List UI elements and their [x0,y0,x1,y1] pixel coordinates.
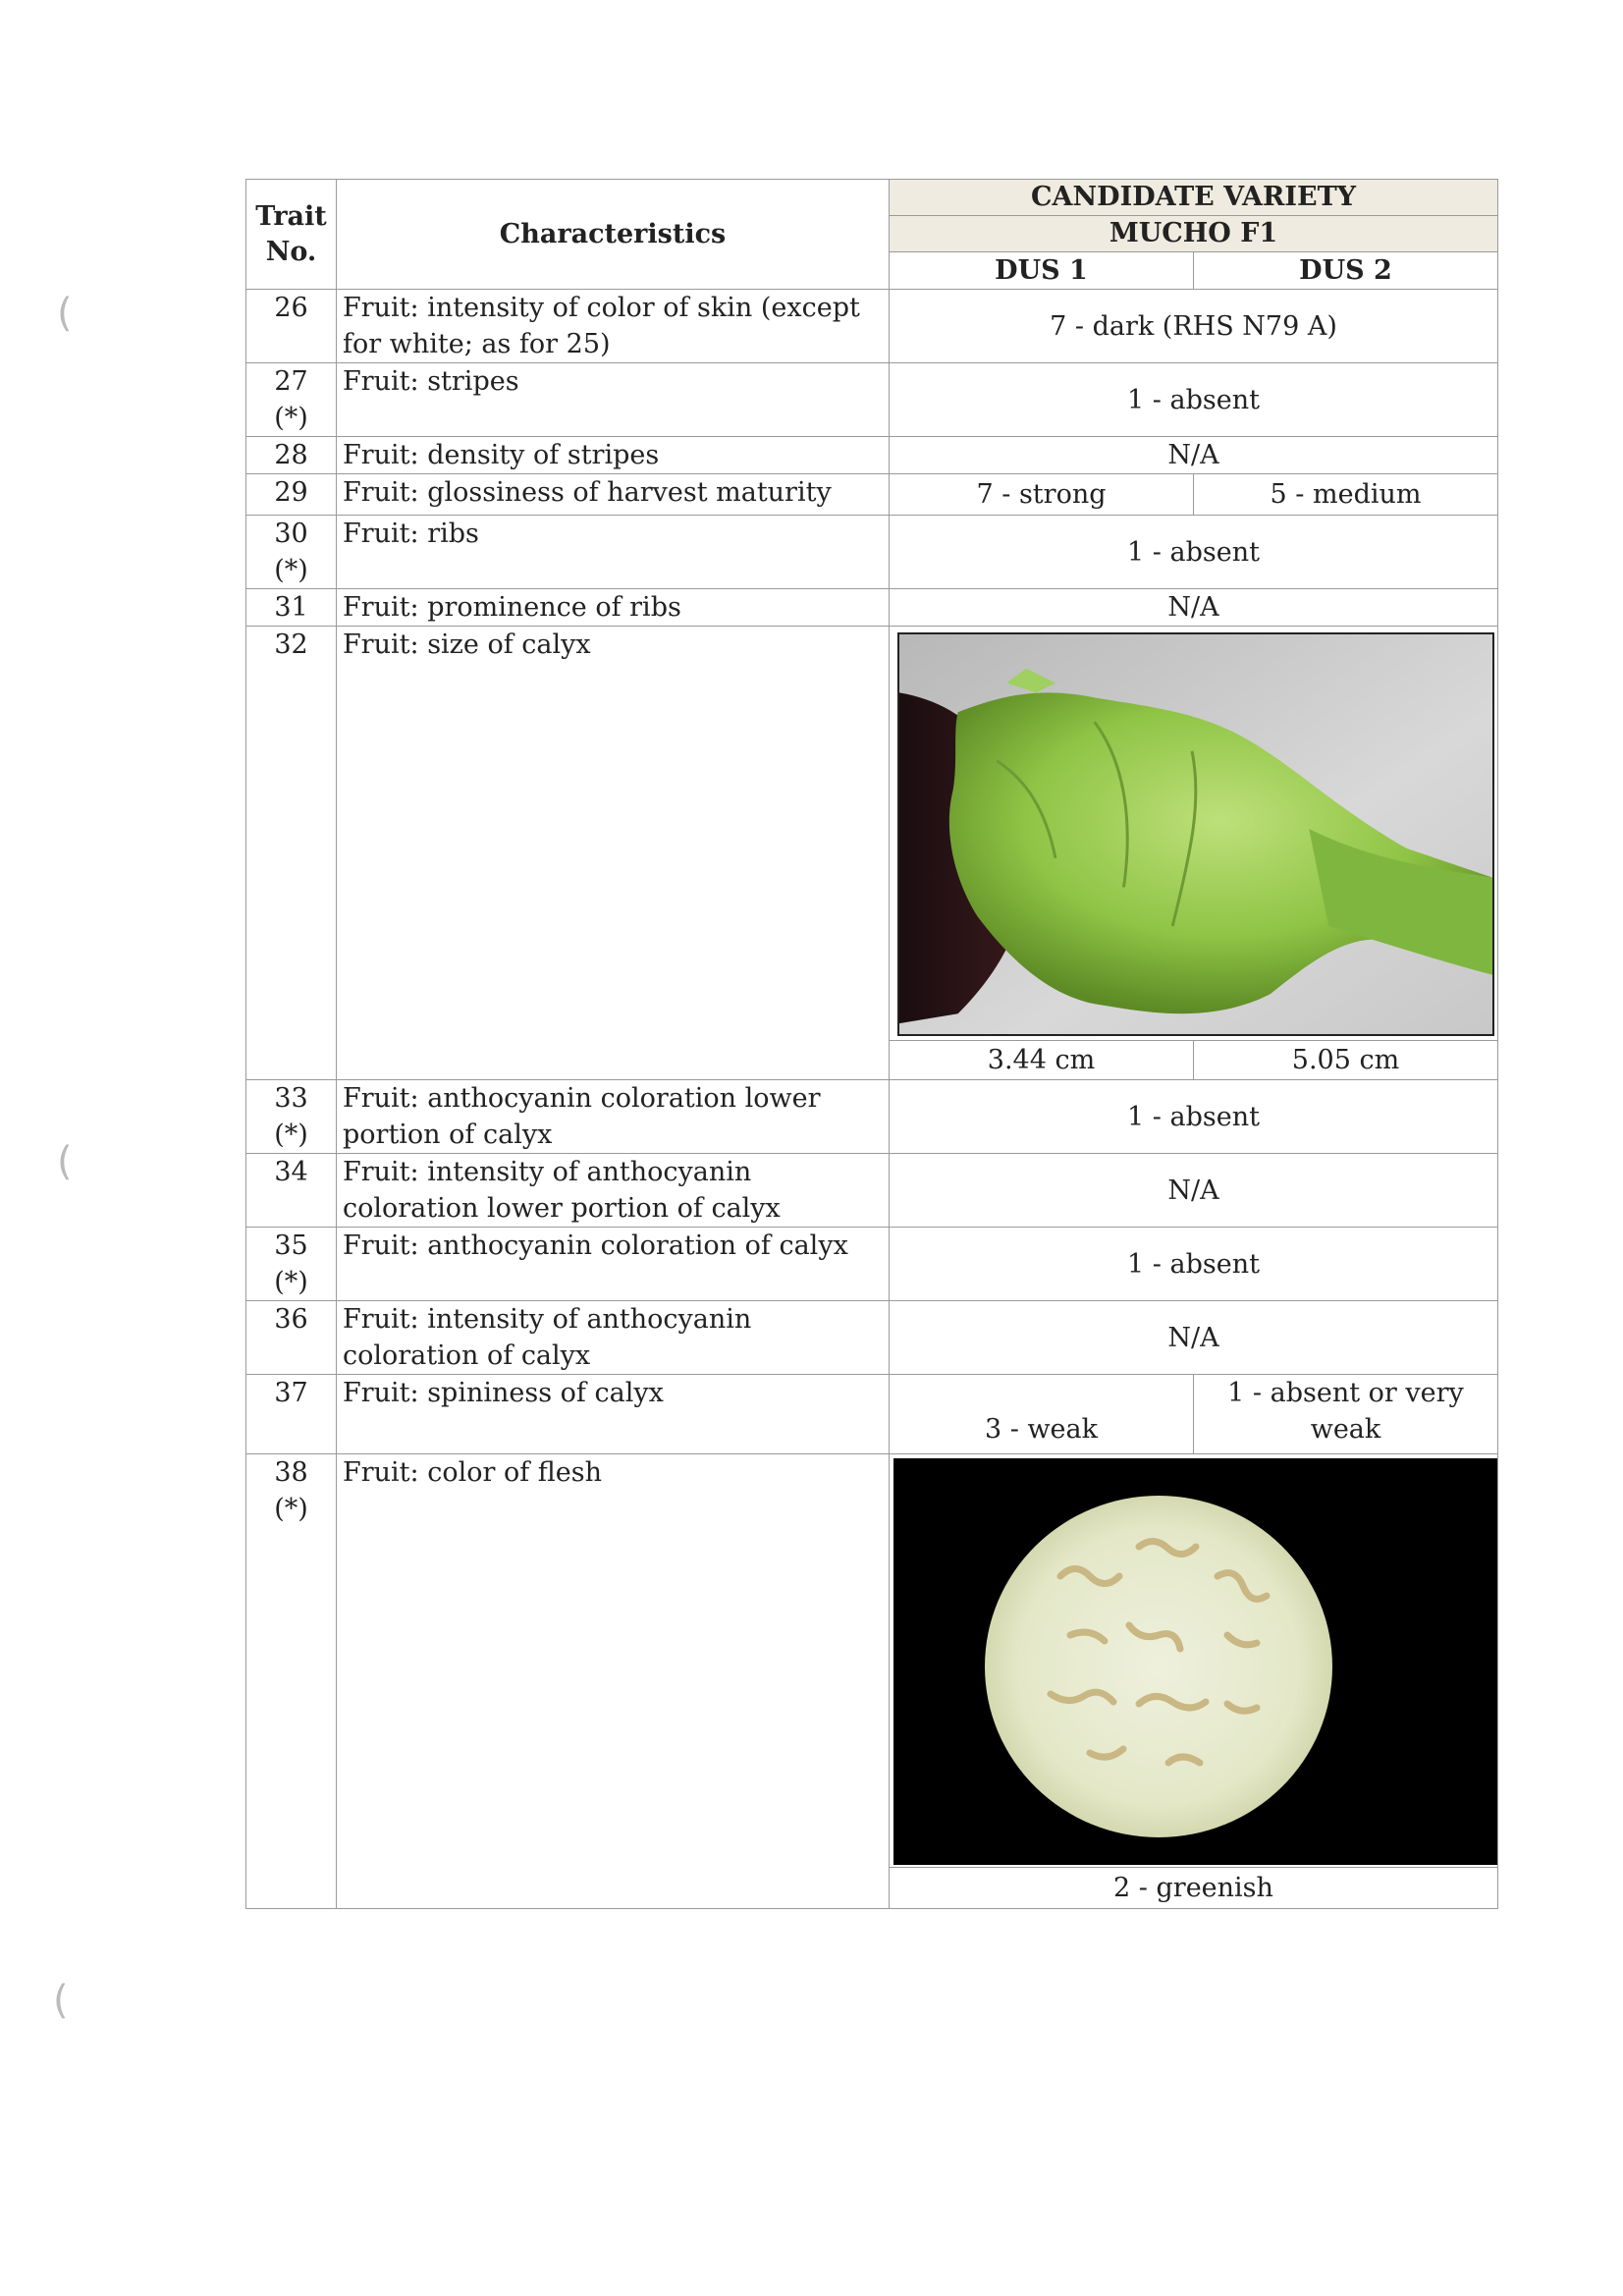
dus2-value: 5.05 cm [1194,1041,1498,1080]
characteristic: Fruit: size of calyx [337,627,890,1080]
characteristic: Fruit: stripes [337,363,890,437]
punch-hole-mark: ( [53,1978,69,2023]
table-row [246,363,1498,437]
trait-number: 26 [246,290,337,363]
trait-value: 7 - dark (RHS N79 A) [890,290,1498,363]
trait-value: N/A [890,589,1498,627]
trait-number: 34 [246,1154,337,1228]
trait-number: 30 (*) [246,516,337,589]
trait-number: 32 [246,627,337,1080]
characteristic: Fruit: anthocyanin coloration of calyx [337,1228,890,1301]
trait-number: 37 [246,1375,337,1454]
trait-number: 28 [246,437,337,474]
table-row [246,1228,1498,1301]
trait-number: 31 [246,589,337,627]
trait-value: 1 - absent [890,1080,1498,1154]
eggplant-calyx-photo [897,632,1494,1036]
trait-number: 27 (*) [246,363,337,437]
dus1-value: 3.44 cm [890,1041,1194,1080]
table-row [246,1375,1498,1454]
dus-traits-table [245,179,1497,1909]
characteristic: Fruit: prominence of ribs [337,589,890,627]
header-dus2: DUS 2 [1194,252,1498,290]
table-row [246,437,1498,474]
characteristic: Fruit: intensity of anthocyanin coloration lower portion of calyx [337,1154,890,1228]
trait-number: 36 [246,1301,337,1375]
table-row [246,474,1498,516]
table-row [246,589,1498,627]
characteristic: Fruit: density of stripes [337,437,890,474]
characteristic: Fruit: intensity of anthocyanin coloration of calyx [337,1301,890,1375]
trait-value: 1 - absent [890,363,1498,437]
table-row [246,1080,1498,1154]
characteristic: Fruit: intensity of color of skin (except for white; as for 25) [337,290,890,363]
characteristic: Fruit: anthocyanin coloration lower portion of calyx [337,1080,890,1154]
punch-hole-mark: ( [57,1139,73,1184]
trait-value: N/A [890,1301,1498,1375]
trait-value: 1 - absent [890,516,1498,589]
punch-hole-mark: ( [57,291,73,336]
trait-number: 38 (*) [246,1454,337,1909]
header-variety-name: MUCHO F1 [890,216,1498,252]
header-characteristics: Characteristics [337,180,890,290]
calyx-photo-cell [890,627,1498,1041]
eggplant-flesh-cross-section-photo [893,1458,1497,1865]
header-trait-no: Trait No. [246,180,337,290]
table-row [246,1454,1498,1868]
dus2-value: 1 - absent or very weak [1194,1375,1498,1454]
trait-value: 1 - absent [890,1228,1498,1301]
table-row [246,290,1498,363]
table-row [246,1301,1498,1375]
characteristic: Fruit: ribs [337,516,890,589]
trait-value: 2 - greenish [890,1868,1498,1909]
header-candidate-variety: CANDIDATE VARIETY [890,180,1498,216]
dus1-value: 3 - weak [890,1375,1194,1454]
dus1-value: 7 - strong [890,474,1194,516]
table-row [246,1154,1498,1228]
trait-number: 33 (*) [246,1080,337,1154]
table-row [246,627,1498,1041]
table-row [246,516,1498,589]
dus2-value: 5 - medium [1194,474,1498,516]
characteristic: Fruit: glossiness of harvest maturity [337,474,890,516]
trait-value: N/A [890,1154,1498,1228]
trait-number: 35 (*) [246,1228,337,1301]
header-dus1: DUS 1 [890,252,1194,290]
flesh-photo-cell [890,1454,1498,1868]
trait-number: 29 [246,474,337,516]
characteristic: Fruit: spininess of calyx [337,1375,890,1454]
trait-value: N/A [890,437,1498,474]
characteristic: Fruit: color of flesh [337,1454,890,1909]
